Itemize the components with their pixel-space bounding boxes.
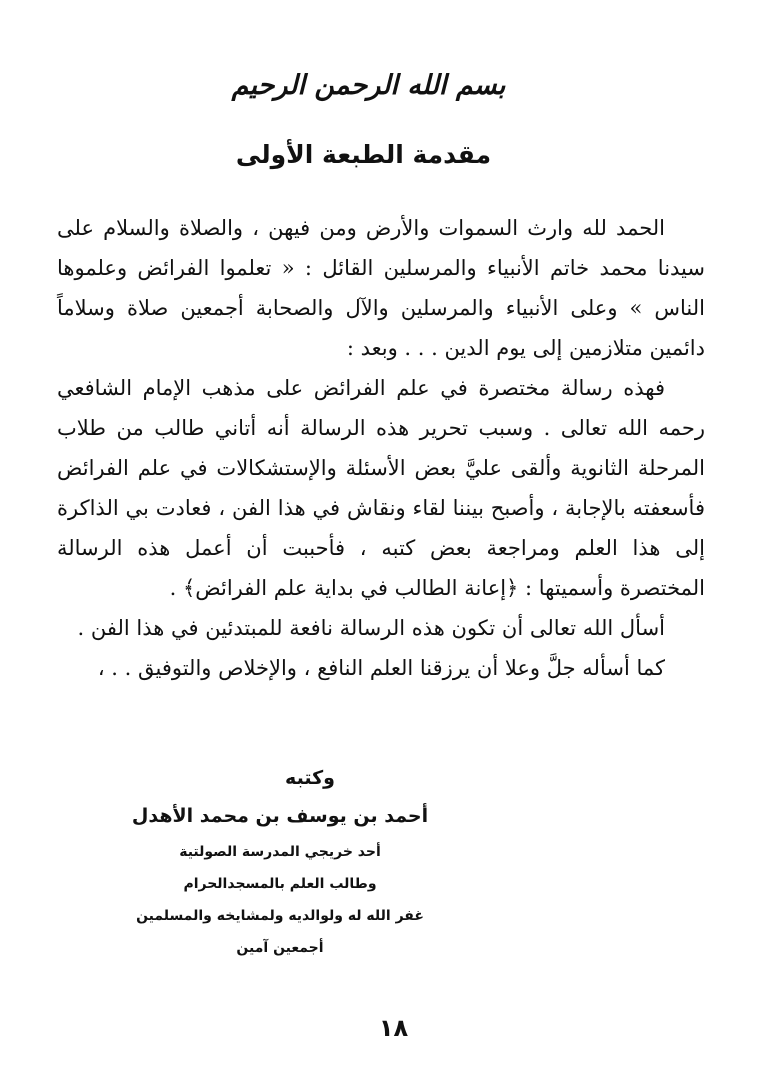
paragraph: كما أسأله جلَّ وعلا أن يرزقنا العلم النافع ، والإخلاص والتوفيق . . ، [97,656,665,680]
author-prayer: غفر الله له ولوالديه ولمشايخه والمسلمين [136,908,424,924]
author-name: أحمد بن يوسف بن محمد الأهدل [131,805,429,827]
page-title: مقدمة الطبعة الأولى [235,140,492,169]
author-credential: وطالب العلم بالمسجدالحرام [183,876,377,892]
signature-heading: وكتبه [285,767,335,789]
paragraph: فهذه رسالة مختصرة في علم الفرائض على مذهب الإمام الشافعي رحمه الله تعالى . وسبب تحرير هذه الرسالة أنه أتاني طالب من طلاب المرحلة الثانوية وألقى عليَّ بعض الأسئلة والإستشكالات في علم الفرائض فأسعفته بالإجابة ، وأصبح بيننا لقاء ونقاش في هذا الفن ، فعادت بي الذاكرة إلى هذا العلم ومراجعة بعض كتبه ، فأحببت أن أعمل هذه الرسالة المختصرة وأسميتها : ﴿إعانة الطالب في بداية علم الفرائض﴾ . [57,376,705,600]
author-prayer: أجمعين آمين [236,940,324,956]
paragraph: الحمد لله وارث السموات والأرض ومن فيهن ، والصلاة والسلام على سيدنا محمد خاتم الأنبياء والمرسلين القائل : « تعلموا الفرائض وعلموها الناس » وعلى الأنبياء والمرسلين والآل والصحابة أجمعين صلاة وسلاماً دائمين متلازمين إلى يوم الدين . . . وبعد : [57,216,705,360]
author-credential: أحد خريجي المدرسة الصولتية [179,844,381,860]
paragraph: أسأل الله تعالى أن تكون هذه الرسالة نافعة للمبتدئين في هذا الفن . [77,616,665,640]
page-number: ١٨ [378,1014,409,1042]
introduction-body [57,208,705,688]
basmala: بسم الله الرحمن الرحيم [231,70,506,101]
author-signature [0,760,560,964]
